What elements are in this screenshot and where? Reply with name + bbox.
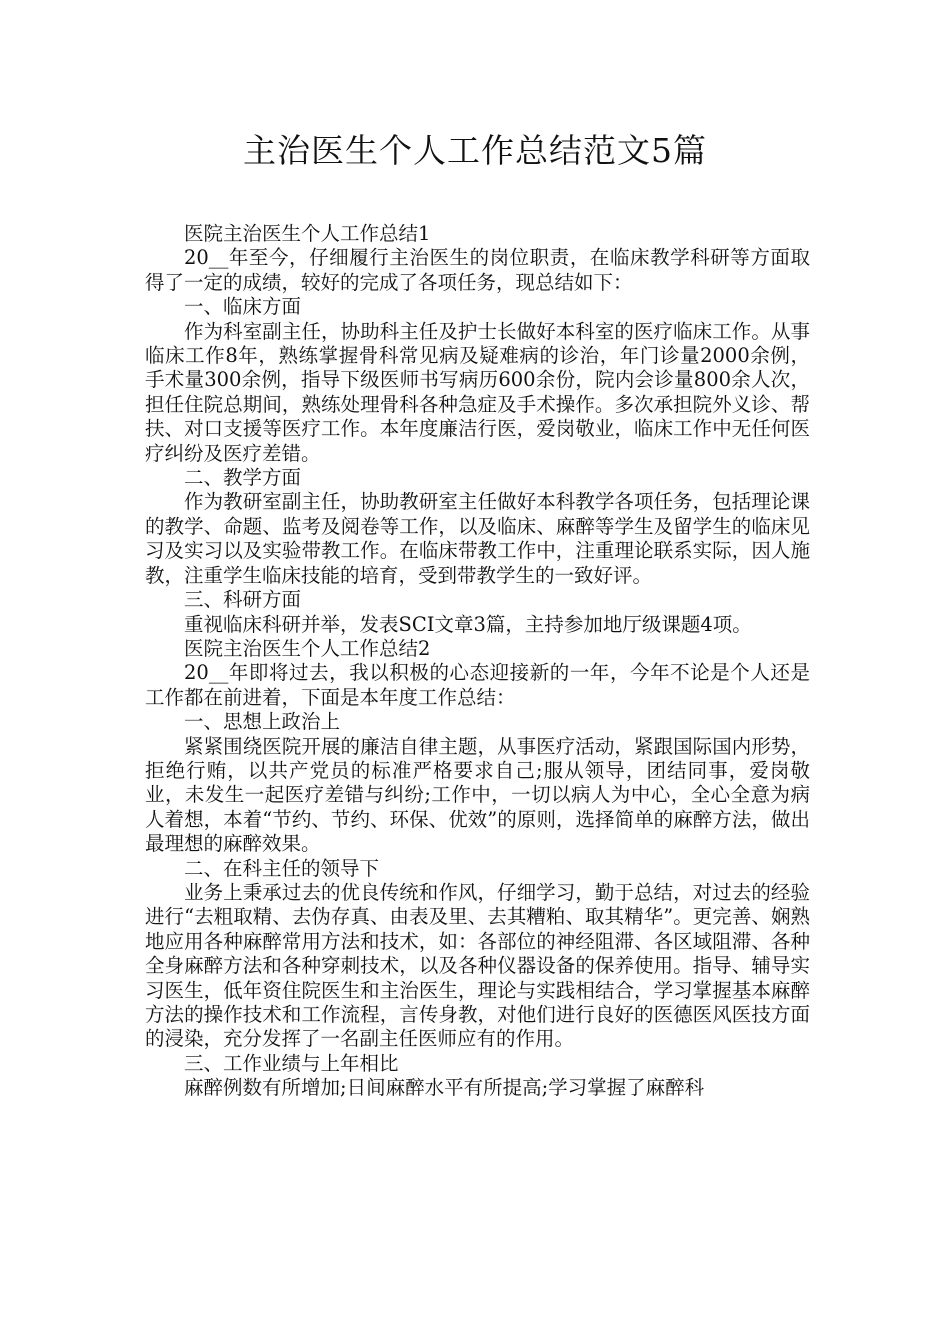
subsection-heading: 二、在科主任的领导下 [184, 856, 380, 880]
subsection-heading: 三、工作业绩与上年相比 [184, 1051, 399, 1075]
subsection-heading: 三、科研方面 [184, 588, 302, 612]
section-heading: 医院主治医生个人工作总结2 [184, 636, 431, 660]
body-paragraph: 作为科室副主任，协助科主任及护士长做好本科室的医疗临床工作。从事临床工作8年，熟练掌握骨科常见病及疑难病的诊治，年门诊量2000余例，手术量300余例，指导下级医师书写病历600余份，院内会诊量800余人次，担任住院总期间，熟练处理骨科各种急症及手术操作。多次承担院外义诊、帮扶、对口支援等医疗工作。本年度廉洁行医，爱岗敬业，临床工作中无任何医疗纠纷及医疗差错。 [145, 319, 810, 465]
subsection-heading: 一、思想上政治上 [184, 710, 341, 734]
body-paragraph: 20__年即将过去，我以积极的心态迎接新的一年，今年不论是个人还是工作都在前进着，下面是本年度工作总结： [145, 661, 810, 709]
subsection-heading: 一、临床方面 [184, 295, 302, 319]
body-paragraph: 20__年至今，仔细履行主治医生的岗位职责，在临床教学科研等方面取得了一定的成绩，较好的完成了各项任务，现总结如下： [145, 246, 810, 294]
document-body [145, 222, 810, 1101]
subsection-heading: 二、教学方面 [184, 466, 302, 490]
body-paragraph: 重视临床科研并举，发表SCI文章3篇，主持参加地厅级课题4项。 [184, 612, 752, 636]
body-paragraph: 紧紧围绕医院开展的廉洁自律主题，从事医疗活动，紧跟国际国内形势，拒绝行贿，以共产党员的标准严格要求自己;服从领导，团结同事，爱岗敬业，未发生一起医疗差错与纠纷;工作中，一切以病人为中心，全心全意为病人着想，本着“节约、节约、环保、优效”的原则，选择简单的麻醉方法，做出最理想的麻醉效果。 [145, 734, 810, 856]
body-paragraph: 业务上秉承过去的优良传统和作风，仔细学习，勤于总结，对过去的经验进行“去粗取精、去伪存真、由表及里、去其糟粕、取其精华”。更完善、娴熟地应用各种麻醉常用方法和技术，如：各部位的神经阻滞、各区域阻滞、各种全身麻醉方法和各种穿刺技术，以及各种仪器设备的保养使用。指导、辅导实习医生，低年资住院医生和主治医生，理论与实践相结合，学习掌握基本麻醉方法的操作技术和工作流程，言传身教，对他们进行良好的医德医风医技方面的浸染，充分发挥了一名副主任医师应有的作用。 [145, 880, 810, 1051]
document-title: 主治医生个人工作总结范文5篇 [243, 131, 707, 170]
section-heading: 医院主治医生个人工作总结1 [184, 222, 431, 245]
body-paragraph: 作为教研室副主任，协助教研室主任做好本科教学各项任务，包括理论课的教学、命题、监考及阅卷等工作，以及临床、麻醉等学生及留学生的临床见习及实习以及实验带教工作。在临床带教工作中，注重理论联系实际，因人施教，注重学生临床技能的培育，受到带教学生的一致好评。 [145, 490, 810, 587]
body-paragraph: 麻醉例数有所增加;日间麻醉水平有所提高;学习掌握了麻醉科 [184, 1076, 705, 1100]
